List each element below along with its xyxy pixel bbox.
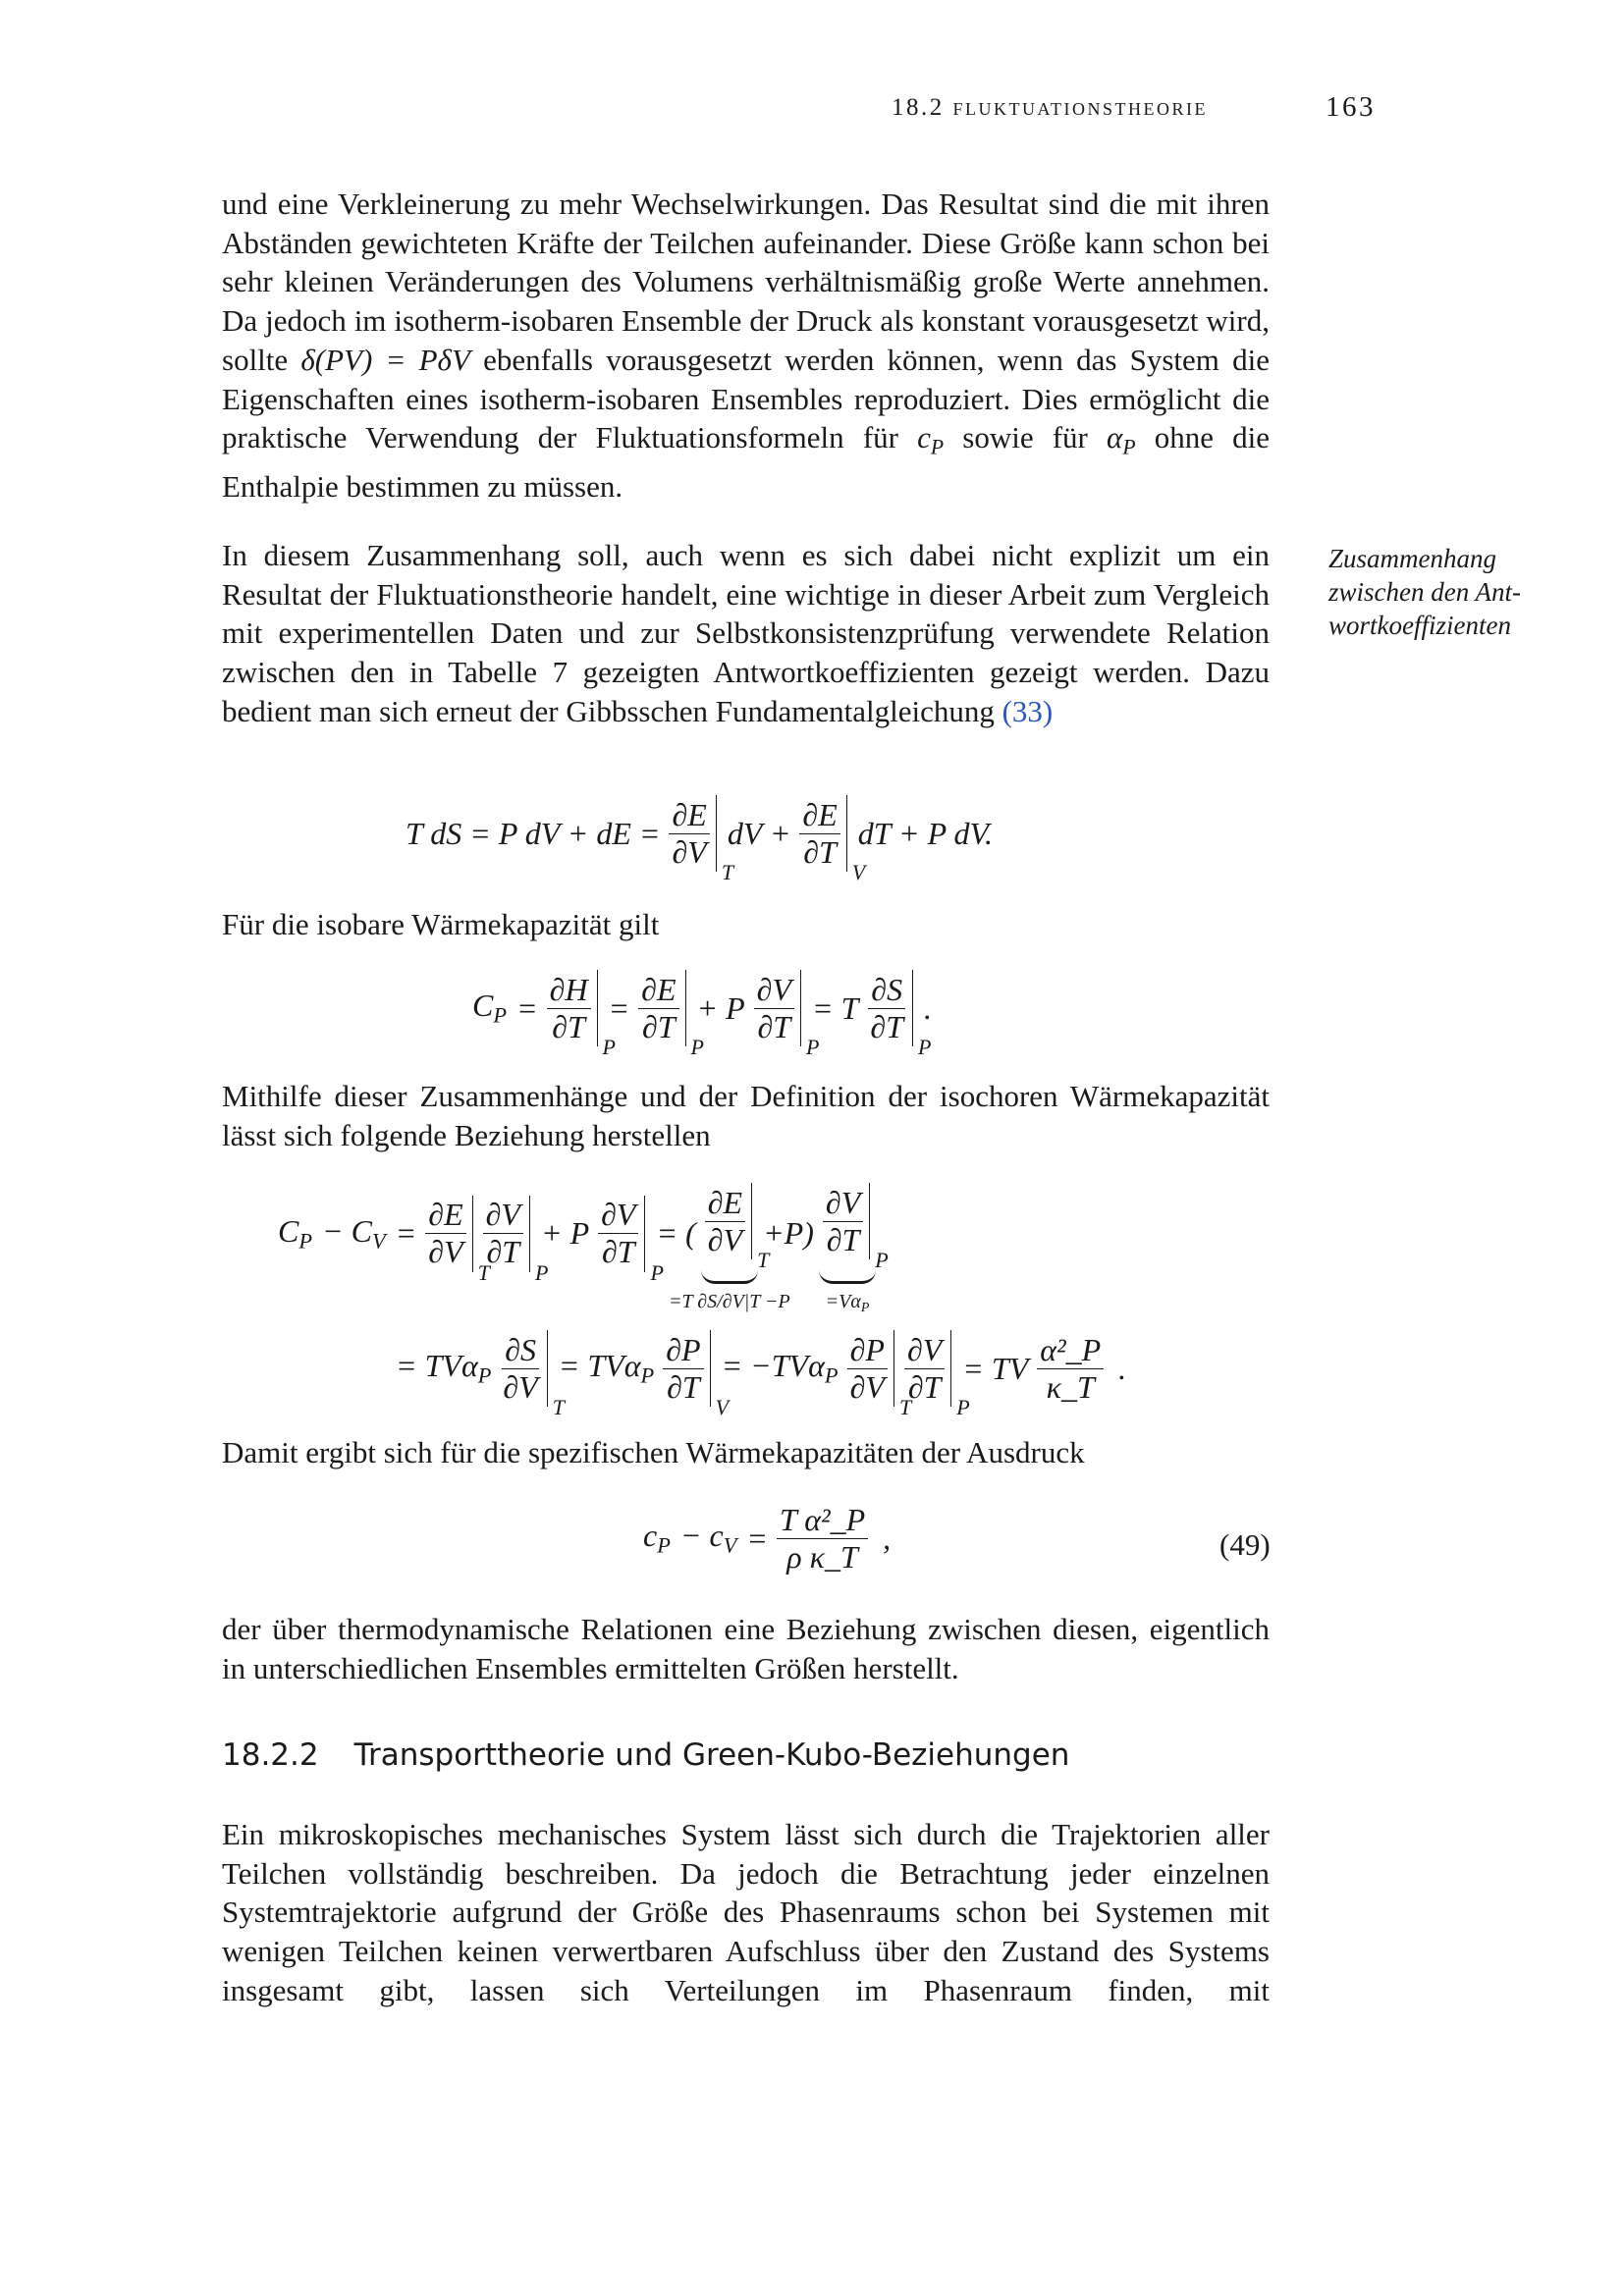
math-token xyxy=(883,1521,891,1557)
numerator: ∂E xyxy=(669,797,709,834)
evaluation-subscript: T xyxy=(721,860,734,884)
fraction xyxy=(547,972,591,1045)
math-token xyxy=(680,1518,736,1559)
paragraph xyxy=(222,1077,1270,1154)
math-token xyxy=(322,1213,386,1255)
math-token xyxy=(609,990,630,1027)
math-subscript: P xyxy=(860,1301,870,1316)
math-text: = xyxy=(516,989,538,1026)
math-token xyxy=(763,1215,814,1252)
evaluation-subscript: P xyxy=(602,1035,616,1059)
underbrace-group xyxy=(669,1183,790,1312)
math-token xyxy=(516,990,538,1027)
text-run: sowie für xyxy=(944,420,1108,455)
numerator: ∂V xyxy=(754,972,794,1009)
math-text: c xyxy=(643,1518,658,1554)
math-text: + P xyxy=(540,1215,590,1251)
math-token xyxy=(746,1521,768,1557)
denominator: ∂T xyxy=(667,1368,700,1405)
numerator: ∂P xyxy=(847,1332,888,1369)
text-run: der über thermodynamische Relationen eine Beziehung zwischen diesen, eigentlich in unterschiedlichen Ensembles ermittelten Größen herstellt. xyxy=(222,1612,1270,1685)
paragraph xyxy=(222,905,1270,944)
math-subscript: V xyxy=(371,1228,386,1254)
math-text: = ( xyxy=(656,1215,696,1251)
evaluation-bar xyxy=(950,1330,970,1419)
math-subscript: P xyxy=(824,1362,839,1388)
evaluation-subscript: V xyxy=(715,1395,730,1419)
math-token xyxy=(697,990,745,1027)
math-token xyxy=(728,816,791,852)
fraction xyxy=(669,797,709,871)
denominator: ∂T xyxy=(601,1234,635,1269)
math-token xyxy=(924,990,932,1027)
math-token xyxy=(541,1215,589,1252)
evaluation-subscript: T xyxy=(552,1395,566,1419)
evaluation-subscript: P xyxy=(690,1035,704,1059)
numerator: ∂V xyxy=(823,1185,863,1222)
equation-cp-cv-continued xyxy=(391,1330,1131,1419)
math-token xyxy=(559,1348,654,1389)
evaluation-bar xyxy=(869,1183,889,1272)
denominator: ∂V xyxy=(707,1221,743,1257)
fraction xyxy=(799,797,839,871)
evaluation-bar xyxy=(685,970,704,1059)
math-text: α xyxy=(1107,420,1123,455)
numerator: ∂V xyxy=(483,1197,523,1234)
math-text: = xyxy=(395,1215,417,1251)
fraction xyxy=(425,1197,465,1270)
paragraph xyxy=(222,1815,1270,2010)
evaluation-subscript: T xyxy=(477,1259,490,1285)
math-text: = T xyxy=(812,989,859,1026)
text-run: In diesem Zusammenhang soll, auch wenn es sich dabei nicht explizit um ein Resultat der Fluktuationstheorie handelt, eine wichtige in dieser Arbeit zum Vergleich mit experimentellen Daten und zur Selbstkonsistenzprüfung verwendete Relation zwischen den in Tabelle 7 gezeigten Antwortkoeffizienten gezeigt werden. Dazu bedient man sich erneut der Gibbsschen Fundamentalgleichung xyxy=(222,538,1270,728)
derivative xyxy=(773,1502,872,1575)
fraction xyxy=(754,972,794,1045)
math-text: = TVα xyxy=(558,1348,641,1384)
section-number: 18.2.2 xyxy=(222,1737,319,1773)
denominator: ∂V xyxy=(428,1234,463,1269)
paragraph xyxy=(222,1433,1270,1472)
numerator: ∂E xyxy=(425,1197,465,1234)
evaluation-bar xyxy=(716,795,734,884)
denominator: ∂T xyxy=(552,1008,585,1044)
evaluation-subscript: P xyxy=(806,1035,820,1059)
math-text: C xyxy=(278,1212,299,1249)
derivative xyxy=(496,1330,566,1419)
derivative xyxy=(750,970,820,1059)
evaluation-subscript: P xyxy=(956,1395,970,1419)
math-token xyxy=(812,990,858,1027)
fraction xyxy=(638,972,678,1045)
numerator: ∂S xyxy=(502,1332,539,1369)
math-subscript: P xyxy=(640,1362,655,1388)
math-token xyxy=(722,1348,839,1389)
math-token xyxy=(472,988,507,1029)
evaluation-subscript: V xyxy=(851,860,866,884)
evaluation-bar xyxy=(547,1330,566,1419)
equation-gibbs xyxy=(401,795,998,884)
underbrace-label-text: =Vα xyxy=(825,1291,861,1312)
derivative xyxy=(795,795,866,884)
math-text: = −TVα xyxy=(721,1348,825,1384)
underbrace-icon xyxy=(701,1263,758,1284)
math-text: = xyxy=(608,989,630,1026)
evaluation-subscript: P xyxy=(650,1259,664,1285)
derivative xyxy=(665,795,734,884)
text-run: ohne die Enthalpie bestimmen zu müssen. xyxy=(222,420,1270,505)
text-run: Für die isobare Wärmekapazität gilt xyxy=(222,907,660,941)
denominator: ∂V xyxy=(672,833,707,870)
section-title: Transporttheorie und Green-Kubo-Beziehungen xyxy=(353,1737,1070,1773)
math-text: = TVα xyxy=(396,1348,478,1384)
denominator: ∂T xyxy=(486,1234,520,1269)
fraction xyxy=(847,1332,888,1406)
evaluation-bar xyxy=(800,970,820,1059)
margin-note: Zusammenhang zwischen den Antwortkoeffizienten xyxy=(1328,544,1521,640)
evaluation-subscript: T xyxy=(898,1395,912,1419)
numerator: ∂V xyxy=(598,1197,638,1234)
section-heading xyxy=(222,1737,1069,1773)
derivative xyxy=(1033,1332,1108,1406)
fraction xyxy=(598,1197,638,1270)
numerator: ∂E xyxy=(705,1185,745,1222)
inline-math xyxy=(917,420,945,459)
math-text: = TV xyxy=(962,1350,1029,1386)
math-text: − c xyxy=(679,1518,724,1554)
math-token xyxy=(656,1215,695,1252)
denominator: ∂T xyxy=(870,1008,903,1044)
math-text: +P) xyxy=(763,1215,814,1251)
math-text: . xyxy=(1118,1350,1127,1386)
fraction xyxy=(867,972,906,1045)
paragraph xyxy=(222,1610,1270,1687)
fraction xyxy=(777,1502,868,1575)
evaluation-bar xyxy=(893,1330,912,1419)
text-run: und eine Verkleinerung zu mehr Wechselwirkungen. Das Resultat sind die mit ihren Abständen gewichteten Kräfte der Teilchen aufeinander. Diese Größe kann schon bei sehr kleinen Veränderungen des Volumens verhältnismäßig große Werte annehmen. Da jedoch im isotherm-isobaren Ensemble der Druck als konstant vorausgesetzt wird, sollte xyxy=(222,187,1270,377)
math-subscript: P xyxy=(1122,435,1136,459)
evaluation-subscript: P xyxy=(875,1248,889,1272)
math-text: c xyxy=(917,420,931,455)
fraction xyxy=(663,1332,703,1406)
math-subscript: P xyxy=(657,1533,671,1559)
evaluation-bar xyxy=(846,795,866,884)
denominator: ∂T xyxy=(803,833,837,870)
equation-cp xyxy=(467,970,937,1059)
math-text: T dS = P dV + dE = xyxy=(406,815,661,851)
denominator: ∂T xyxy=(826,1221,860,1257)
math-token xyxy=(406,816,660,852)
math-token xyxy=(396,1348,491,1389)
underbrace-label xyxy=(669,1291,790,1313)
math-text: , xyxy=(883,1520,892,1556)
math-text: δ(PV) = PδV xyxy=(300,342,470,377)
math-subscript: P xyxy=(930,435,945,459)
fraction xyxy=(500,1332,540,1406)
text-run: Mithilfe dieser Zusammenhänge und der Definition der isochoren Wärmekapazität lässt sich folgende Beziehung herstellen xyxy=(222,1079,1270,1152)
numerator: T α²_P xyxy=(777,1502,868,1539)
math-subscript: P xyxy=(477,1362,492,1388)
derivative xyxy=(594,1196,664,1285)
numerator: α²_P xyxy=(1037,1332,1104,1369)
evaluation-bar xyxy=(751,1183,770,1272)
math-token xyxy=(396,1215,417,1252)
denominator: ∂V xyxy=(849,1368,885,1405)
evaluation-subscript: P xyxy=(918,1035,932,1059)
equation-reference-link[interactable]: (33) xyxy=(1001,693,1054,728)
evaluation-bar xyxy=(529,1196,549,1285)
underbrace-content xyxy=(701,1183,770,1272)
math-token xyxy=(643,1518,671,1559)
fraction xyxy=(705,1185,745,1258)
fraction xyxy=(1037,1332,1104,1406)
text-run: ebenfalls vorausgesetzt werden können, wenn das System die Eigenschaften eines isotherm-isobaren Ensembles reproduziert. Dies ermöglicht die praktische Verwendung der Fluktuationsformeln für xyxy=(222,342,1270,455)
inline-math xyxy=(1107,420,1136,459)
math-subscript: V xyxy=(723,1533,737,1559)
numerator: ∂H xyxy=(547,972,591,1009)
derivative xyxy=(634,970,704,1059)
math-subscript: P xyxy=(298,1228,313,1254)
math-token xyxy=(278,1213,312,1255)
math-token xyxy=(1118,1351,1126,1387)
math-text: = xyxy=(746,1520,768,1556)
page-number: 163 xyxy=(1326,91,1376,123)
numerator: ∂E xyxy=(638,972,678,1009)
math-text: dV + xyxy=(727,815,791,851)
equation-number: (49) xyxy=(1219,1527,1271,1562)
numerator: ∂E xyxy=(799,797,839,834)
math-token xyxy=(962,1351,1028,1387)
underbrace-label xyxy=(826,1291,870,1316)
math-subscript: P xyxy=(493,1002,508,1028)
text-run: Ein mikroskopisches mechanisches System lässt sich durch die Trajektorien aller Teilchen vollständig beschreiben. Da jedoch die Betrachtung jeder einzelnen Systemtrajektorie aufgrund der Größe des Phasenraums schon bei Systemen mit wenigen Teilchen keinen verwertbaren Aufschluss über den Zustand des Systems insgesamt gibt, lassen sich Verteilungen im Phasenraum finden, mit xyxy=(222,1817,1270,2007)
evaluation-bar xyxy=(912,970,932,1059)
evaluation-subscript: T xyxy=(757,1248,770,1272)
derivative xyxy=(819,1183,889,1272)
evaluation-bar xyxy=(597,970,616,1059)
math-token xyxy=(858,816,993,852)
evaluation-bar xyxy=(710,1330,730,1419)
math-text: − C xyxy=(322,1212,372,1249)
numerator: ∂S xyxy=(868,972,905,1009)
numerator: ∂V xyxy=(904,1332,945,1369)
derivative xyxy=(421,1196,490,1285)
math-text: dT + P dV. xyxy=(857,815,993,851)
derivative xyxy=(843,1330,912,1419)
evaluation-subscript: P xyxy=(534,1259,549,1285)
underbrace-content xyxy=(819,1183,889,1272)
denominator: κ_T xyxy=(1046,1368,1095,1405)
text-run: Damit ergibt sich für die spezifischen Wärmekapazitäten der Ausdruck xyxy=(222,1435,1085,1469)
evaluation-bar xyxy=(472,1196,490,1285)
derivative xyxy=(543,970,616,1059)
paragraph xyxy=(222,185,1270,507)
derivative xyxy=(659,1330,730,1419)
inline-math xyxy=(300,343,470,377)
derivative xyxy=(701,1183,770,1272)
running-header: 18.2 fluktuationstheorie xyxy=(892,94,1208,121)
denominator: ρ κ_T xyxy=(786,1538,858,1575)
denominator: ∂T xyxy=(907,1368,942,1405)
evaluation-bar xyxy=(644,1196,664,1285)
paragraph xyxy=(222,536,1270,731)
derivative xyxy=(863,970,932,1059)
denominator: ∂V xyxy=(503,1368,538,1405)
equation-49 xyxy=(638,1502,895,1575)
denominator: ∂T xyxy=(757,1008,791,1044)
math-text: C xyxy=(472,988,494,1024)
underbrace-icon xyxy=(819,1263,876,1284)
underbrace-label-text: =T ∂S/∂V|T −P xyxy=(669,1291,790,1312)
math-text: + P xyxy=(696,989,745,1026)
denominator: ∂T xyxy=(642,1008,676,1044)
fraction xyxy=(823,1185,863,1258)
math-text: . xyxy=(924,989,932,1026)
numerator: ∂P xyxy=(663,1332,703,1369)
